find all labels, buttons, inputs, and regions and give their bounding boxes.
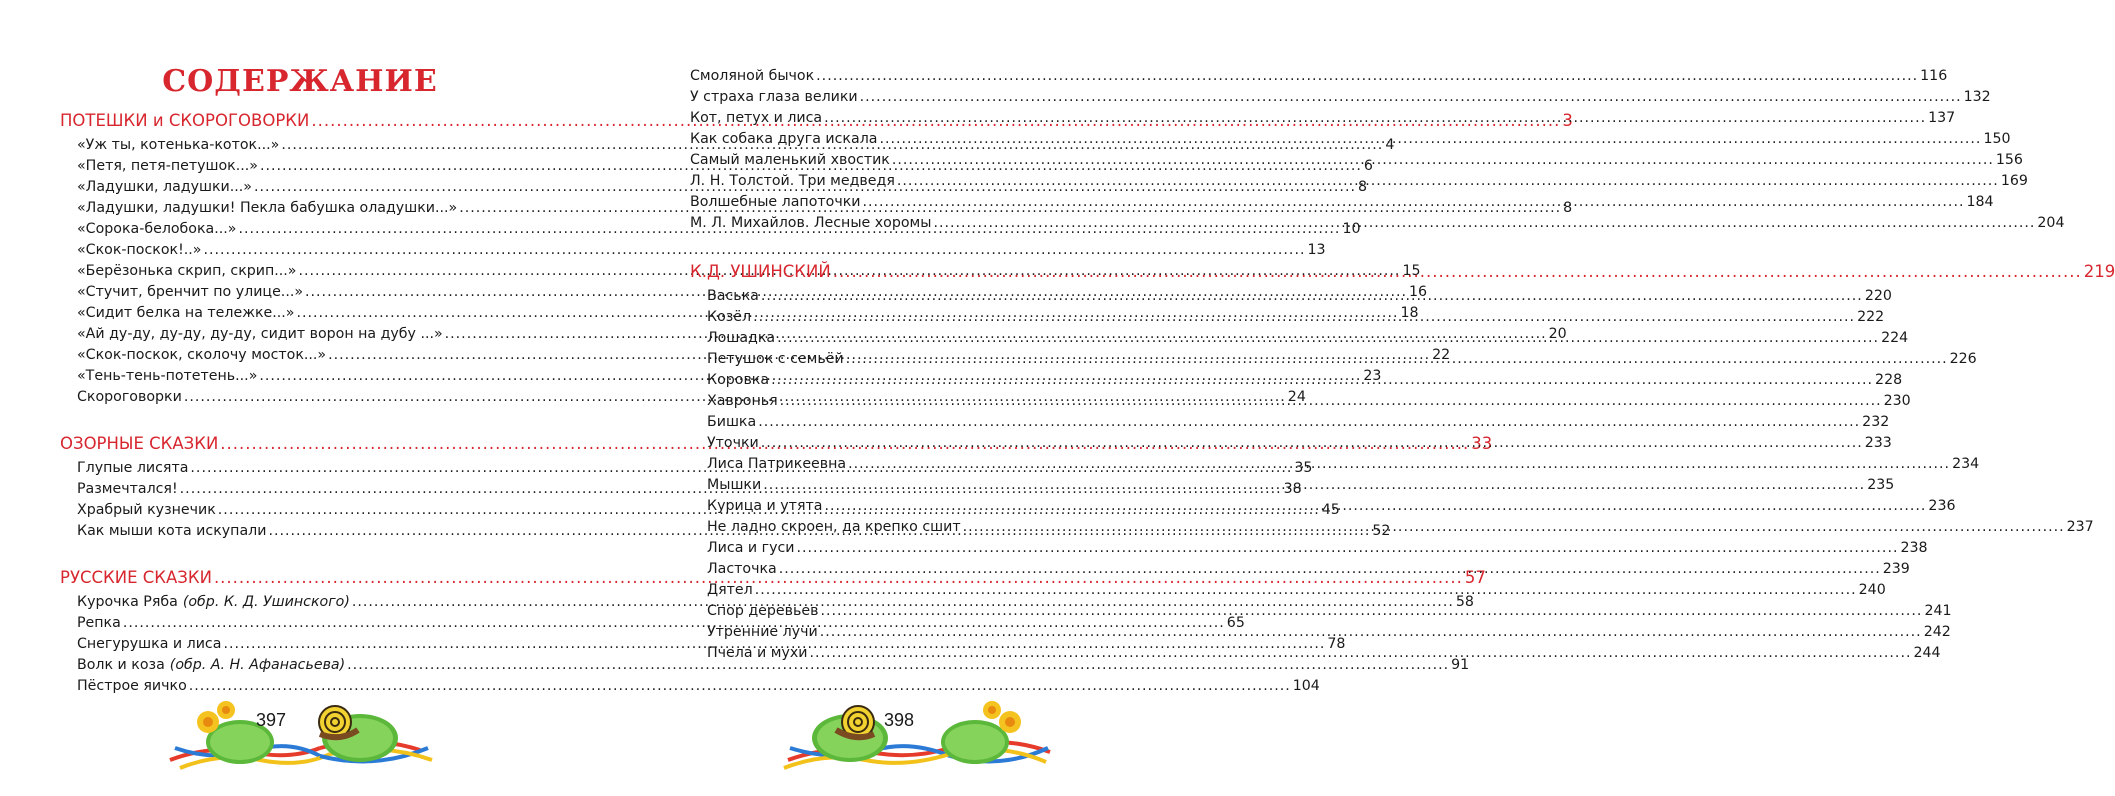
toc-entry-page: 204 [2037, 215, 2065, 231]
section-gap [60, 408, 527, 430]
toc-entry-title: Утренние лучи [707, 624, 818, 640]
toc-entry [690, 192, 1994, 213]
dot-leader [863, 192, 1965, 213]
toc-entry-note: (обр. К. Д. Ушинского) [182, 594, 350, 610]
toc-entry [690, 171, 2028, 192]
toc-entry-title: Смоляной бычок [690, 68, 815, 84]
toc-entry [690, 433, 1892, 454]
toc-entry-title: Волк и коза [77, 657, 165, 673]
toc-entry-title: «Скок-поскок!..» [77, 242, 202, 258]
toc-entry-title: Волшебные лапоточки [690, 194, 861, 210]
toc-entry-title: Спор деревьев [707, 603, 819, 619]
dot-leader [824, 108, 1926, 129]
toc-entry-title: М. Л. Михайлов. Лесные хоромы [690, 215, 932, 231]
toc-entry [690, 87, 1991, 108]
toc-entry-page: 156 [1995, 152, 2023, 168]
toc-entry-page: 8 [1357, 179, 1367, 195]
toc-entry-page: 65 [1226, 615, 1245, 631]
dot-leader [777, 328, 1879, 349]
dot-leader [771, 370, 1873, 391]
toc-entry-title: «Сорока-белобока...» [77, 221, 237, 237]
toc-entry-title: Не ладно скроен, да крепко сшит [707, 519, 961, 535]
toc-entry-page: 38 [1283, 481, 1302, 497]
toc-entry-page: 16 [1409, 284, 1428, 300]
dot-leader [816, 66, 1918, 87]
toc-entry-page: 6 [1363, 158, 1373, 174]
dot-leader [820, 601, 1922, 622]
toc-entry-page: 236 [1928, 498, 1956, 514]
toc-entry-title: Васька [707, 288, 759, 304]
toc-entry-title: У страха глаза велики [690, 89, 858, 105]
section-heading-page: 219 [2083, 262, 2115, 281]
dot-leader [755, 580, 1857, 601]
flowers-snail-ornament-icon [760, 690, 1050, 780]
toc-entry-title: Дятел [707, 582, 753, 598]
toc-entry-title: Коровка [707, 372, 770, 388]
toc-entry-title: Лошадка [707, 330, 776, 346]
dot-leader [846, 349, 1948, 370]
toc-entry-title: Петушок с семьёй [707, 351, 844, 367]
toc-entry [690, 129, 2011, 150]
page-number-right: 398 [884, 710, 915, 730]
toc-entry-title: Пёстрое яичко [77, 678, 187, 694]
dot-leader [810, 643, 1912, 664]
toc-entry-title: Кот, петух и лиса [690, 110, 823, 126]
page-number-left: 397 [256, 710, 287, 730]
toc-entry [60, 240, 1326, 261]
toc-entry-title: Как мыши кота искупали [77, 523, 267, 539]
dot-leader [892, 150, 1994, 171]
toc-entry [60, 655, 1470, 676]
section-gap [60, 542, 527, 564]
dot-leader [761, 433, 1863, 454]
toc-entry-page: 224 [1881, 330, 1909, 346]
toc-entry-page: 226 [1949, 351, 1977, 367]
toc-entry-title: Глупые лисята [77, 460, 189, 476]
toc-entry-page: 8 [1563, 200, 1573, 216]
toc-entry-page: 169 [2000, 173, 2028, 189]
toc-entry-title: Пчела и мухи [707, 645, 808, 661]
toc-entry-page: 24 [1287, 389, 1306, 405]
toc-entry-page: 104 [1292, 678, 1320, 694]
toc-entry [690, 108, 1956, 129]
toc-entry-page: 184 [1966, 194, 1994, 210]
toc-entry-page: 58 [1455, 594, 1474, 610]
toc-entry-page: 4 [1385, 137, 1395, 153]
toc-entry-title: «Тень-тень-потетень...» [77, 368, 258, 384]
toc-entry-page: 10 [1342, 221, 1361, 237]
section-heading-title: ПОТЕШКИ и СКОРОГОВОРКИ [60, 111, 310, 130]
toc-entry-note: (обр. А. Н. Афанасьева) [169, 657, 346, 673]
dot-leader [933, 213, 2035, 234]
toc-entry-page: 116 [1920, 68, 1948, 84]
section-heading-page: 3 [1562, 111, 1573, 130]
toc-entry-page: 137 [1928, 110, 1956, 126]
toc-entry-page: 22 [1432, 347, 1451, 363]
toc-entry-page: 20 [1548, 326, 1567, 342]
dot-leader [780, 391, 1882, 412]
toc-entry-title: Снегурушка и лиса [77, 636, 222, 652]
toc-entry-title: Курица и утята [707, 498, 823, 514]
dot-leader [879, 129, 1981, 150]
dot-leader [860, 87, 1962, 108]
toc-entry-page: 234 [1952, 456, 1980, 472]
toc-entry-title: Уточки [707, 435, 759, 451]
toc-entry-page: 235 [1867, 477, 1895, 493]
toc-entry-page: 35 [1294, 460, 1313, 476]
dot-leader [897, 171, 1999, 192]
toc-entry-page: 91 [1451, 657, 1470, 673]
footer-ornament-right [760, 690, 1050, 780]
toc-entry-page: 232 [1862, 414, 1890, 430]
toc-entry-page: 78 [1327, 636, 1346, 652]
toc-entry-title: Козёл [707, 309, 752, 325]
section-heading-title: К.Д. УШИНСКИЙ [690, 262, 831, 281]
toc-entry-page: 45 [1321, 502, 1340, 518]
toc-entry-title: Курочка Ряба [77, 594, 178, 610]
toc-entry-page: 238 [1900, 540, 1928, 556]
toc-entry [690, 349, 1977, 370]
toc-entry-title: Храбрый кузнечик [77, 502, 216, 518]
toc-entry-page: 233 [1864, 435, 1892, 451]
toc-entry-title: Самый маленький хвостик [690, 152, 890, 168]
toc-entry-title: «Скок-поскок, сколочу мосток...» [77, 347, 327, 363]
toc-entry-title: Репка [77, 615, 121, 631]
toc-entry-page: 150 [1983, 131, 2011, 147]
dot-leader [761, 286, 1863, 307]
toc-entry-page: 132 [1963, 89, 1991, 105]
footer-ornament-left [170, 690, 460, 780]
toc-entry-title: «Стучит, бренчит по улице...» [77, 284, 304, 300]
toc-entry [690, 580, 1886, 601]
toc-entry-page: 230 [1883, 393, 1911, 409]
toc-entry-page: 222 [1857, 309, 1885, 325]
toc-entry-page: 240 [1858, 582, 1886, 598]
toc-entry-page: 220 [1864, 288, 1892, 304]
toc-entry-title: Хавронья [707, 393, 778, 409]
toc-entry-page: 244 [1913, 645, 1941, 661]
toc-entry-title: Скороговорки [77, 389, 182, 405]
toc-entry [690, 66, 1948, 87]
section-heading-page: 33 [1471, 434, 1493, 453]
toc-entry-title: «Берёзонька скрип, скрип...» [77, 263, 297, 279]
dot-leader [797, 538, 1899, 559]
toc-entry-title: «Петя, петя-петушок...» [77, 158, 258, 174]
toc-entry-title: Размечтался! [77, 481, 178, 497]
toc-entry-page: 52 [1372, 523, 1391, 539]
toc-entry [690, 538, 1928, 559]
toc-entry-page: 228 [1875, 372, 1903, 388]
section-heading-title: РУССКИЕ СКАЗКИ [60, 568, 212, 587]
toc-entry-page: 23 [1363, 368, 1382, 384]
toc-entry [690, 412, 1890, 433]
dot-leader [758, 412, 1860, 433]
toc-entry-title: Л. Н. Толстой. Три медведя [690, 173, 895, 189]
toc-entry-title: «Ладушки, ладушки! Пекла бабушка оладушки...» [77, 200, 458, 216]
toc-entry-title: «Уж ты, котенька-коток...» [77, 137, 280, 153]
dot-leader [824, 496, 1926, 517]
toc-entry-page: 242 [1923, 624, 1951, 640]
toc-entry-title: Мышки [707, 477, 762, 493]
toc-entry-page: 237 [2066, 519, 2094, 535]
toc-entry-page: 241 [1924, 603, 1952, 619]
dot-leader [753, 307, 1855, 328]
toc-entry-page: 239 [1882, 561, 1910, 577]
toc-entry-title: «Ладушки, ладушки...» [77, 179, 252, 195]
dot-leader [833, 258, 2082, 286]
dot-leader [820, 622, 1922, 643]
flowers-snail-ornament-icon [170, 690, 460, 780]
dot-leader [963, 517, 2065, 538]
dot-leader [848, 454, 1950, 475]
toc-entry-title: Как собака друга искала [690, 131, 878, 147]
toc-entry-title: «Сидит белка на тележке...» [77, 305, 295, 321]
page-title: СОДЕРЖАНИЕ [162, 64, 438, 99]
toc-entry-page: 18 [1400, 305, 1419, 321]
toc-entry-title: Лиса и гуси [707, 540, 795, 556]
section-heading-title: ОЗОРНЫЕ СКАЗКИ [60, 434, 219, 453]
toc-entry [690, 150, 2023, 171]
toc-entry-page: 15 [1402, 263, 1421, 279]
toc-entry-title: Бишка [707, 414, 757, 430]
toc-entry-title: Ласточка [707, 561, 777, 577]
dot-leader [763, 475, 1865, 496]
section-heading-page: 57 [1464, 568, 1486, 587]
toc-entry-page: 13 [1307, 242, 1326, 258]
toc-entry-title: «Ай ду-ду, ду-ду, ду-ду, сидит ворон на дубу ...» [77, 326, 443, 342]
toc-entry-title: Лиса Патрикеевна [707, 456, 847, 472]
dot-leader [779, 559, 1881, 580]
